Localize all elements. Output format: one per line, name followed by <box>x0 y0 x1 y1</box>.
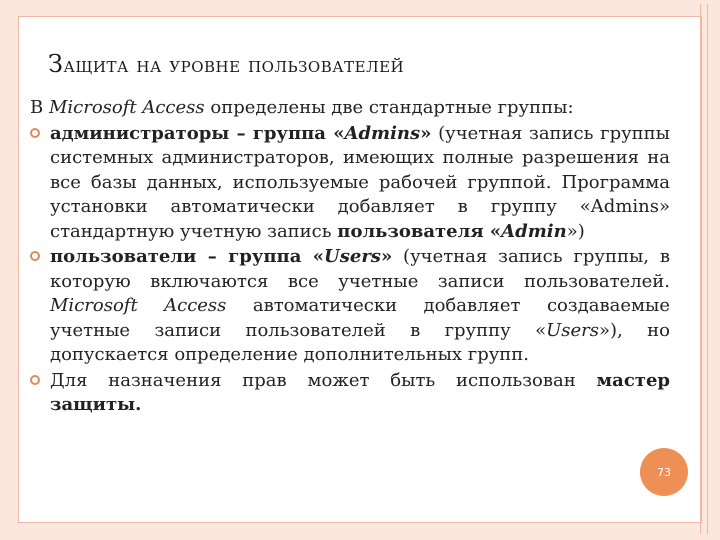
intro-text: В Microsoft Access определены две стандартные группы: <box>30 97 574 118</box>
bullet-icon <box>30 128 40 138</box>
frame-line-right-outer <box>707 4 708 534</box>
slide-body <box>30 96 670 418</box>
frame-line-right <box>700 4 701 534</box>
bullet-item-users: пользователи – группа «Users» (учетная запись группы, в которую включаются все учетные записи пользователей. Microsoft Access автоматически добавляет создаваемые учетные записи пользователей в группу «Users»), но допускается определение дополнительных групп. <box>30 245 670 368</box>
bullet-item-wizard: Для назначения прав может быть использован мастер защиты. <box>30 369 670 418</box>
bullet-icon <box>30 251 40 261</box>
bullet-icon <box>30 375 40 385</box>
bullet-item-admins: администраторы – группа «Admins» (учетная запись группы системных администраторов, имеющих полные разрешения на все базы данных, используемые рабочей группой. Программа установки автоматически добавляет в группу «Admins» стандартную учетную запись пользователя «Admin») <box>30 122 670 245</box>
page-number-badge: 73 <box>640 448 688 496</box>
slide-title: Защита на уровне пользователей <box>48 50 405 78</box>
